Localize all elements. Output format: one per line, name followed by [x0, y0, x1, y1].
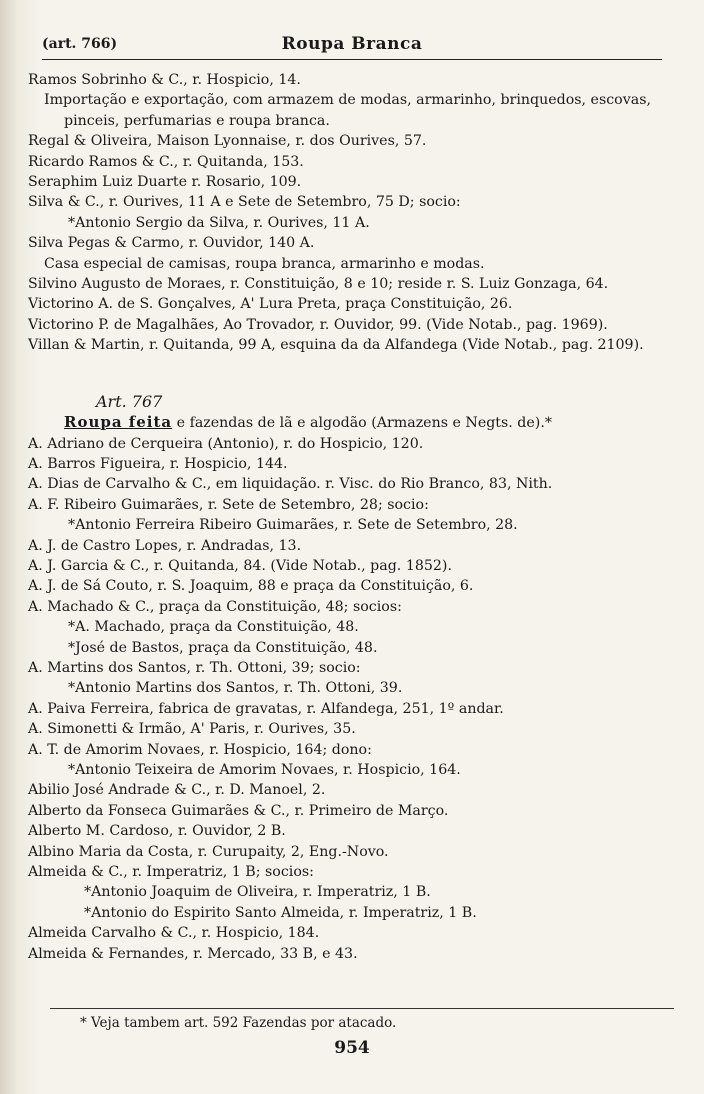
list-item: A. T. de Amorim Novaes, r. Hospicio, 164; dono: [28, 741, 372, 758]
list-item: A. Dias de Carvalho & C., em liquidação. r. Visc. do Rio Branco, 83, Nith. [28, 476, 553, 493]
list-item: A. Machado & C., praça da Constituição, 48; socios: [28, 598, 402, 615]
list-item: Alberto da Fonseca Guimarães & C., r. Primeiro de Março. [28, 802, 449, 819]
list-item: A. Barros Figueira, r. Hospicio, 144. [28, 455, 288, 472]
list-item: A. J. de Castro Lopes, r. Andradas, 13. [28, 537, 302, 554]
list-item: Ricardo Ramos & C., r. Quitanda, 153. [28, 153, 304, 170]
list-item: A. F. Ribeiro Guimarães, r. Sete de Setembro, 28; socio: [28, 496, 429, 513]
list-item: A. J. Garcia & C., r. Quitanda, 84. (Vide Notab., pag. 1852). [28, 557, 452, 574]
page-number: 954 [334, 1038, 370, 1058]
entry-description: Importação e exportação, com armazem de modas, armarinho, brinquedos, escovas, pinceis, perfumarias e roupa branca. [44, 92, 651, 129]
partner-entry: *Antonio do Espirito Santo Almeida, r. Imperatriz, 1 B. [84, 904, 477, 921]
list-item: Ramos Sobrinho & C., r. Hospicio, 14. [28, 72, 301, 88]
section-article-number: Art. 767 [96, 391, 163, 411]
header-article-ref: (art. 766) [42, 36, 118, 52]
footnote-rule [50, 1008, 674, 1009]
header-rule [42, 59, 662, 60]
list-item: A. Paiva Ferreira, fabrica de gravatas, r. Alfandega, 251, 1º andar. [28, 700, 504, 717]
list-item: A. Martins dos Santos, r. Th. Ottoni, 39; socio: [28, 659, 361, 676]
list-item: Victorino P. de Magalhães, Ao Trovador, r. Ouvidor, 99. (Vide Notab., pag. 1969). [28, 316, 608, 333]
partner-entry: *Antonio Ferreira Ribeiro Guimarães, r. Sete de Setembro, 28. [68, 517, 518, 534]
entry-description: Casa especial de camisas, roupa branca, armarinho e modas. [44, 255, 485, 272]
page-header [42, 32, 662, 60]
section-title-line [24, 412, 680, 433]
list-item: Regal & Oliveira, Maison Lyonnaise, r. dos Ourives, 57. [28, 133, 427, 150]
partner-entry: *José de Bastos, praça da Constituição, 48. [68, 639, 378, 656]
partner-entry: *Antonio Joaquim de Oliveira, r. Imperatriz, 1 B. [84, 884, 431, 901]
list-item: A. J. de Sá Couto, r. S. Joaquim, 88 e praça da Constituição, 6. [28, 578, 474, 595]
section-subtitle: e fazendas de lã e algodão (Armazens e Negts. de).* [176, 415, 552, 432]
partner-entry: *Antonio Teixeira de Amorim Novaes, r. Hospicio, 164. [68, 762, 461, 778]
list-item: Alberto M. Cardoso, r. Ouvidor, 2 B. [28, 823, 286, 840]
list-item: Almeida Carvalho & C., r. Hospicio, 184. [28, 925, 320, 942]
partner-entry: *Antonio Martins dos Santos, r. Th. Ottoni, 39. [68, 680, 403, 697]
list-item: A. Adriano de Cerqueira (Antonio), r. do Hospicio, 120. [28, 435, 424, 452]
list-item: Silvino Augusto de Moraes, r. Constituição, 8 e 10; reside r. S. Luiz Gonzaga, 64. [28, 276, 609, 293]
header-title: Roupa Branca [281, 34, 423, 54]
list-item: Almeida & C., r. Imperatriz, 1 B; socios: [28, 864, 314, 881]
list-item: Abilio José Andrade & C., r. D. Manoel, 2. [28, 782, 326, 799]
partner-entry: *Antonio Sergio da Silva, r. Ourives, 11 A. [68, 214, 370, 231]
list-item: Almeida & Fernandes, r. Mercado, 33 B, e 43. [28, 945, 358, 962]
list-item: Silva Pegas & Carmo, r. Ouvidor, 140 A. [28, 235, 315, 252]
list-item: Albino Maria da Costa, r. Curupaity, 2, Eng.-Novo. [28, 843, 389, 860]
section-heading-art-767 [24, 392, 680, 412]
list-item: Villan & Martin, r. Quitanda, 99 A, esquina da da Alfandega (Vide Notab., pag. 2109). [28, 337, 644, 354]
section-roupa-feita-list [24, 434, 680, 965]
footnote: * Veja tambem art. 592 Fazendas por atacado. [80, 1015, 397, 1031]
list-item: Silva & C., r. Ourives, 11 A e Sete de Setembro, 75 D; socio: [28, 194, 461, 211]
directory-text [24, 70, 680, 964]
section-roupa-branca-list [24, 70, 680, 356]
list-item: A. Simonetti & Irmão, A' Paris, r. Ourives, 35. [28, 721, 356, 738]
list-item: Seraphim Luiz Duarte r. Rosario, 109. [28, 174, 302, 191]
partner-entry: *A. Machado, praça da Constituição, 48. [68, 619, 359, 636]
section-title: Roupa feita [64, 413, 173, 432]
list-item: Victorino A. de S. Gonçalves, A' Lura Preta, praça Constituição, 26. [28, 296, 513, 313]
